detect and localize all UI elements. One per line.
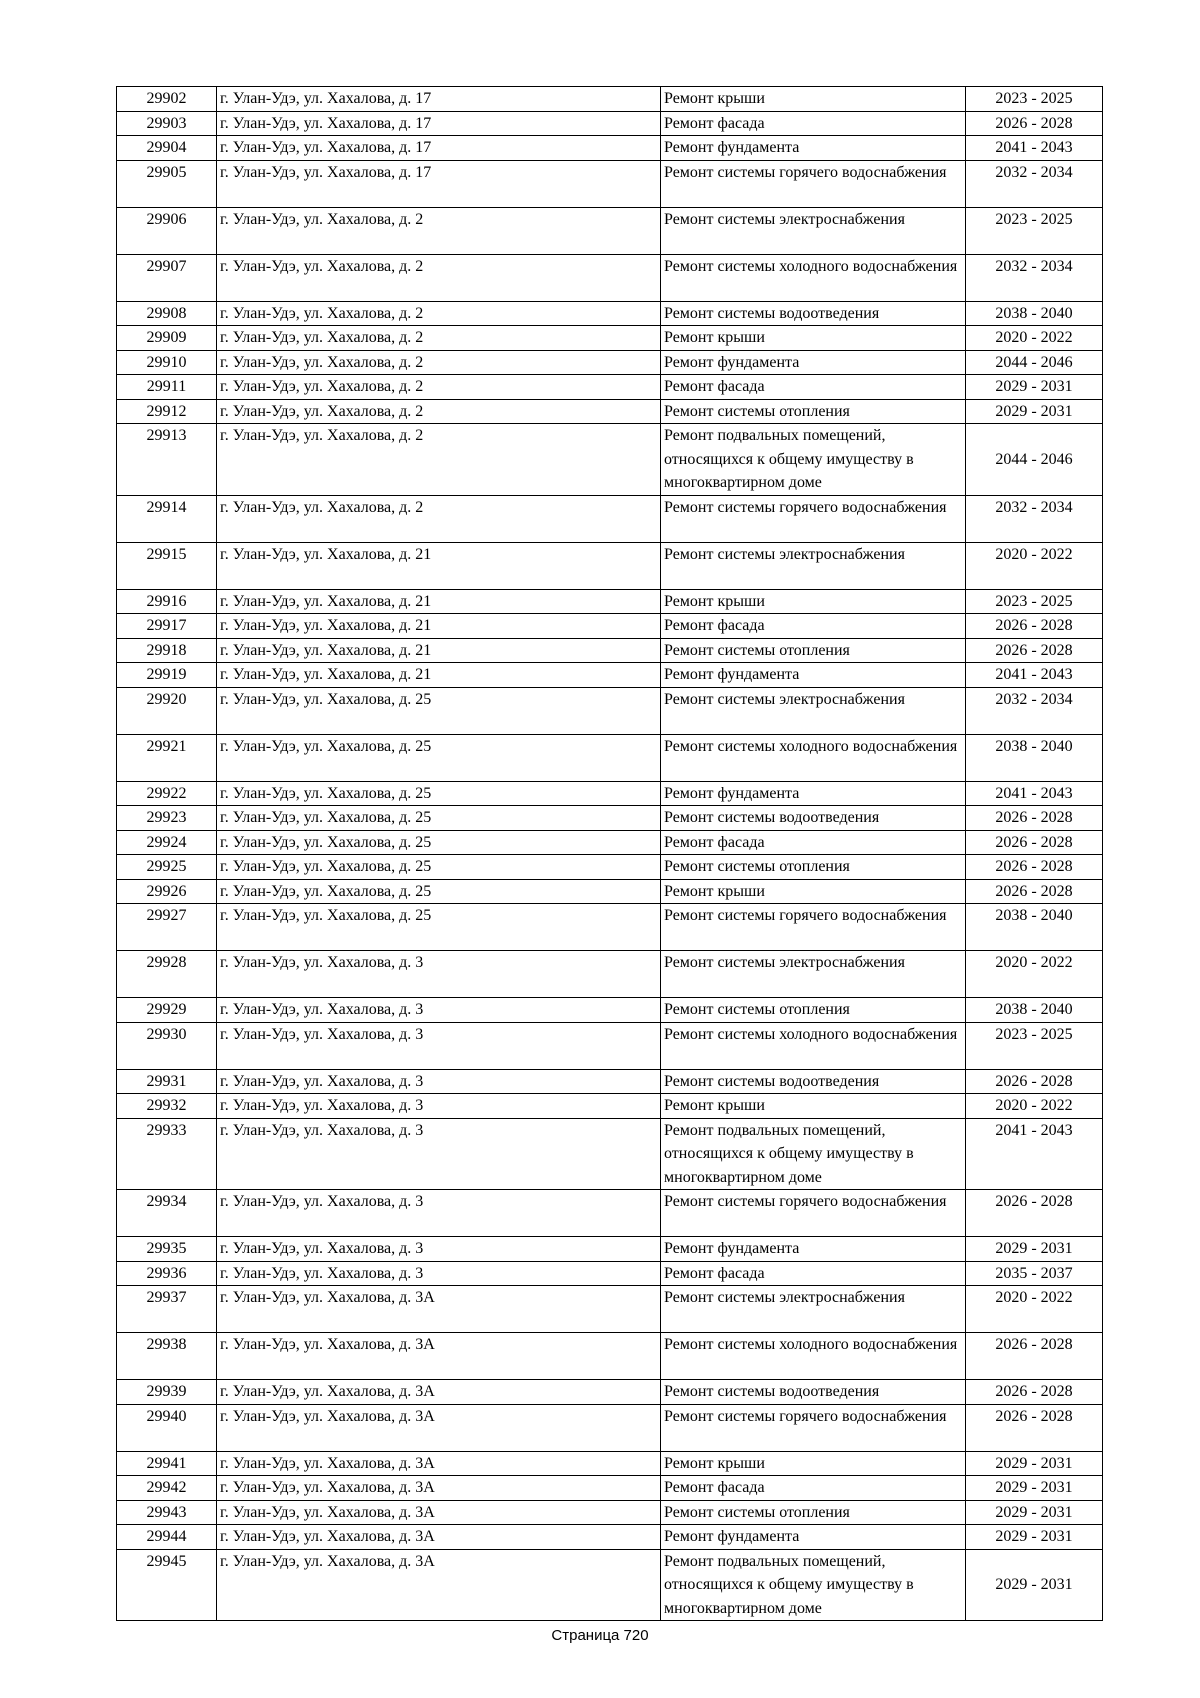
row-number-cell: 29929 bbox=[117, 998, 217, 1023]
address-cell: г. Улан-Удэ, ул. Хахалова, д. 3 bbox=[217, 1094, 661, 1119]
row-number-cell: 29924 bbox=[117, 830, 217, 855]
period-cell: 2038 - 2040 bbox=[966, 998, 1103, 1023]
period-cell: 2029 - 2031 bbox=[966, 1500, 1103, 1525]
table-row bbox=[117, 136, 1103, 161]
row-number-cell: 29943 bbox=[117, 1500, 217, 1525]
table-row bbox=[117, 998, 1103, 1023]
address-cell: г. Улан-Удэ, ул. Хахалова, д. 2 bbox=[217, 350, 661, 375]
work-type-cell: Ремонт системы отопления bbox=[661, 1500, 966, 1525]
work-type-cell: Ремонт системы электроснабжения bbox=[661, 687, 966, 734]
period-cell: 2029 - 2031 bbox=[966, 399, 1103, 424]
row-number-cell: 29913 bbox=[117, 424, 217, 496]
address-cell: г. Улан-Удэ, ул. Хахалова, д. 3А bbox=[217, 1380, 661, 1405]
work-type-cell: Ремонт крыши bbox=[661, 879, 966, 904]
row-number-cell: 29925 bbox=[117, 855, 217, 880]
work-type-cell: Ремонт системы отопления bbox=[661, 998, 966, 1023]
work-type-cell: Ремонт системы холодного водоснабжения bbox=[661, 1333, 966, 1380]
table-row bbox=[117, 687, 1103, 734]
work-type-cell: Ремонт системы электроснабжения bbox=[661, 207, 966, 254]
row-number-cell: 29920 bbox=[117, 687, 217, 734]
row-number-cell: 29923 bbox=[117, 806, 217, 831]
address-cell: г. Улан-Удэ, ул. Хахалова, д. 2 bbox=[217, 301, 661, 326]
table-row bbox=[117, 1380, 1103, 1405]
work-type-cell: Ремонт системы водоотведения bbox=[661, 1069, 966, 1094]
table-row bbox=[117, 1118, 1103, 1190]
period-cell: 2026 - 2028 bbox=[966, 111, 1103, 136]
address-cell: г. Улан-Удэ, ул. Хахалова, д. 21 bbox=[217, 614, 661, 639]
period-cell: 2044 - 2046 bbox=[966, 424, 1103, 496]
row-number-cell: 29912 bbox=[117, 399, 217, 424]
row-number-cell: 29931 bbox=[117, 1069, 217, 1094]
table-row bbox=[117, 663, 1103, 688]
work-type-cell: Ремонт крыши bbox=[661, 589, 966, 614]
address-cell: г. Улан-Удэ, ул. Хахалова, д. 17 bbox=[217, 111, 661, 136]
address-cell: г. Улан-Удэ, ул. Хахалова, д. 25 bbox=[217, 781, 661, 806]
address-cell: г. Улан-Удэ, ул. Хахалова, д. 21 bbox=[217, 638, 661, 663]
period-cell: 2020 - 2022 bbox=[966, 951, 1103, 998]
period-cell: 2032 - 2034 bbox=[966, 254, 1103, 301]
address-cell: г. Улан-Удэ, ул. Хахалова, д. 3А bbox=[217, 1500, 661, 1525]
table-row bbox=[117, 1500, 1103, 1525]
table-row bbox=[117, 1549, 1103, 1621]
work-type-cell: Ремонт системы холодного водоснабжения bbox=[661, 254, 966, 301]
address-cell: г. Улан-Удэ, ул. Хахалова, д. 21 bbox=[217, 542, 661, 589]
address-cell: г. Улан-Удэ, ул. Хахалова, д. 3А bbox=[217, 1451, 661, 1476]
address-cell: г. Улан-Удэ, ул. Хахалова, д. 3 bbox=[217, 951, 661, 998]
row-number-cell: 29915 bbox=[117, 542, 217, 589]
table-row bbox=[117, 254, 1103, 301]
period-cell: 2044 - 2046 bbox=[966, 350, 1103, 375]
address-cell: г. Улан-Удэ, ул. Хахалова, д. 25 bbox=[217, 879, 661, 904]
address-cell: г. Улан-Удэ, ул. Хахалова, д. 3 bbox=[217, 998, 661, 1023]
address-cell: г. Улан-Удэ, ул. Хахалова, д. 25 bbox=[217, 830, 661, 855]
period-cell: 2026 - 2028 bbox=[966, 830, 1103, 855]
address-cell: г. Улан-Удэ, ул. Хахалова, д. 2 bbox=[217, 254, 661, 301]
table-row bbox=[117, 1190, 1103, 1237]
row-number-cell: 29909 bbox=[117, 326, 217, 351]
page-footer bbox=[0, 1627, 1200, 1644]
period-cell: 2038 - 2040 bbox=[966, 904, 1103, 951]
row-number-cell: 29932 bbox=[117, 1094, 217, 1119]
period-cell: 2032 - 2034 bbox=[966, 495, 1103, 542]
table-row bbox=[117, 399, 1103, 424]
address-cell: г. Улан-Удэ, ул. Хахалова, д. 25 bbox=[217, 687, 661, 734]
period-cell: 2038 - 2040 bbox=[966, 734, 1103, 781]
period-cell: 2020 - 2022 bbox=[966, 1094, 1103, 1119]
table-row bbox=[117, 830, 1103, 855]
row-number-cell: 29918 bbox=[117, 638, 217, 663]
address-cell: г. Улан-Удэ, ул. Хахалова, д. 3 bbox=[217, 1118, 661, 1190]
work-type-cell: Ремонт системы отопления bbox=[661, 399, 966, 424]
work-type-cell: Ремонт системы электроснабжения bbox=[661, 1286, 966, 1333]
work-type-cell: Ремонт крыши bbox=[661, 326, 966, 351]
period-cell: 2032 - 2034 bbox=[966, 160, 1103, 207]
table-row bbox=[117, 326, 1103, 351]
address-cell: г. Улан-Удэ, ул. Хахалова, д. 25 bbox=[217, 855, 661, 880]
table-row bbox=[117, 638, 1103, 663]
period-cell: 2041 - 2043 bbox=[966, 663, 1103, 688]
work-type-cell: Ремонт фундамента bbox=[661, 781, 966, 806]
work-type-cell: Ремонт системы горячего водоснабжения bbox=[661, 1190, 966, 1237]
table-row bbox=[117, 806, 1103, 831]
row-number-cell: 29902 bbox=[117, 87, 217, 112]
period-cell: 2029 - 2031 bbox=[966, 1476, 1103, 1501]
table-row bbox=[117, 1237, 1103, 1262]
table-row bbox=[117, 1069, 1103, 1094]
period-cell: 2026 - 2028 bbox=[966, 1333, 1103, 1380]
period-cell: 2026 - 2028 bbox=[966, 638, 1103, 663]
work-type-cell: Ремонт фундамента bbox=[661, 350, 966, 375]
table-row bbox=[117, 301, 1103, 326]
work-type-cell: Ремонт подвальных помещений, относящихся к общему имуществу в многоквартирном доме bbox=[661, 424, 966, 496]
period-cell: 2023 - 2025 bbox=[966, 87, 1103, 112]
row-number-cell: 29937 bbox=[117, 1286, 217, 1333]
period-cell: 2020 - 2022 bbox=[966, 326, 1103, 351]
period-cell: 2041 - 2043 bbox=[966, 781, 1103, 806]
work-type-cell: Ремонт системы горячего водоснабжения bbox=[661, 495, 966, 542]
address-cell: г. Улан-Удэ, ул. Хахалова, д. 17 bbox=[217, 160, 661, 207]
period-cell: 2035 - 2037 bbox=[966, 1261, 1103, 1286]
row-number-cell: 29919 bbox=[117, 663, 217, 688]
work-type-cell: Ремонт фасада bbox=[661, 111, 966, 136]
row-number-cell: 29922 bbox=[117, 781, 217, 806]
address-cell: г. Улан-Удэ, ул. Хахалова, д. 21 bbox=[217, 663, 661, 688]
row-number-cell: 29921 bbox=[117, 734, 217, 781]
work-type-cell: Ремонт фасада bbox=[661, 1261, 966, 1286]
work-type-cell: Ремонт системы горячего водоснабжения bbox=[661, 1404, 966, 1451]
table-row bbox=[117, 734, 1103, 781]
row-number-cell: 29938 bbox=[117, 1333, 217, 1380]
work-type-cell: Ремонт фундамента bbox=[661, 663, 966, 688]
row-number-cell: 29905 bbox=[117, 160, 217, 207]
work-type-cell: Ремонт системы водоотведения bbox=[661, 806, 966, 831]
work-type-cell: Ремонт системы холодного водоснабжения bbox=[661, 734, 966, 781]
table-row bbox=[117, 495, 1103, 542]
row-number-cell: 29906 bbox=[117, 207, 217, 254]
work-type-cell: Ремонт подвальных помещений, относящихся к общему имуществу в многоквартирном доме bbox=[661, 1549, 966, 1621]
work-type-cell: Ремонт системы горячего водоснабжения bbox=[661, 160, 966, 207]
row-number-cell: 29944 bbox=[117, 1525, 217, 1550]
address-cell: г. Улан-Удэ, ул. Хахалова, д. 25 bbox=[217, 904, 661, 951]
period-cell: 2023 - 2025 bbox=[966, 1022, 1103, 1069]
period-cell: 2023 - 2025 bbox=[966, 589, 1103, 614]
period-cell: 2029 - 2031 bbox=[966, 1525, 1103, 1550]
work-type-cell: Ремонт системы отопления bbox=[661, 855, 966, 880]
work-type-cell: Ремонт фасада bbox=[661, 614, 966, 639]
address-cell: г. Улан-Удэ, ул. Хахалова, д. 3А bbox=[217, 1476, 661, 1501]
table-row bbox=[117, 87, 1103, 112]
table-row bbox=[117, 375, 1103, 400]
table-row bbox=[117, 160, 1103, 207]
address-cell: г. Улан-Удэ, ул. Хахалова, д. 2 bbox=[217, 326, 661, 351]
table-row bbox=[117, 350, 1103, 375]
work-type-cell: Ремонт фундамента bbox=[661, 1525, 966, 1550]
period-cell: 2032 - 2034 bbox=[966, 687, 1103, 734]
row-number-cell: 29908 bbox=[117, 301, 217, 326]
table-row bbox=[117, 879, 1103, 904]
table-row bbox=[117, 1094, 1103, 1119]
address-cell: г. Улан-Удэ, ул. Хахалова, д. 3А bbox=[217, 1549, 661, 1621]
work-type-cell: Ремонт фасада bbox=[661, 375, 966, 400]
row-number-cell: 29904 bbox=[117, 136, 217, 161]
period-cell: 2026 - 2028 bbox=[966, 855, 1103, 880]
address-cell: г. Улан-Удэ, ул. Хахалова, д. 2 bbox=[217, 495, 661, 542]
table-row bbox=[117, 589, 1103, 614]
work-type-cell: Ремонт фундамента bbox=[661, 136, 966, 161]
row-number-cell: 29930 bbox=[117, 1022, 217, 1069]
row-number-cell: 29910 bbox=[117, 350, 217, 375]
repair-schedule-table bbox=[116, 86, 1103, 1621]
work-type-cell: Ремонт крыши bbox=[661, 87, 966, 112]
address-cell: г. Улан-Удэ, ул. Хахалова, д. 3 bbox=[217, 1022, 661, 1069]
row-number-cell: 29917 bbox=[117, 614, 217, 639]
table-row bbox=[117, 111, 1103, 136]
table-row bbox=[117, 951, 1103, 998]
table-row bbox=[117, 1476, 1103, 1501]
row-number-cell: 29935 bbox=[117, 1237, 217, 1262]
period-cell: 2041 - 2043 bbox=[966, 136, 1103, 161]
row-number-cell: 29941 bbox=[117, 1451, 217, 1476]
period-cell: 2029 - 2031 bbox=[966, 1549, 1103, 1621]
row-number-cell: 29927 bbox=[117, 904, 217, 951]
address-cell: г. Улан-Удэ, ул. Хахалова, д. 2 bbox=[217, 375, 661, 400]
address-cell: г. Улан-Удэ, ул. Хахалова, д. 3 bbox=[217, 1069, 661, 1094]
table-row bbox=[117, 1404, 1103, 1451]
period-cell: 2020 - 2022 bbox=[966, 542, 1103, 589]
period-cell: 2026 - 2028 bbox=[966, 806, 1103, 831]
work-type-cell: Ремонт системы горячего водоснабжения bbox=[661, 904, 966, 951]
period-cell: 2029 - 2031 bbox=[966, 1237, 1103, 1262]
address-cell: г. Улан-Удэ, ул. Хахалова, д. 17 bbox=[217, 87, 661, 112]
row-number-cell: 29939 bbox=[117, 1380, 217, 1405]
address-cell: г. Улан-Удэ, ул. Хахалова, д. 25 bbox=[217, 806, 661, 831]
table-row bbox=[117, 1451, 1103, 1476]
table-body bbox=[117, 87, 1103, 1621]
table-row bbox=[117, 781, 1103, 806]
row-number-cell: 29914 bbox=[117, 495, 217, 542]
address-cell: г. Улан-Удэ, ул. Хахалова, д. 17 bbox=[217, 136, 661, 161]
row-number-cell: 29903 bbox=[117, 111, 217, 136]
period-cell: 2026 - 2028 bbox=[966, 614, 1103, 639]
row-number-cell: 29940 bbox=[117, 1404, 217, 1451]
period-cell: 2026 - 2028 bbox=[966, 879, 1103, 904]
work-type-cell: Ремонт системы электроснабжения bbox=[661, 542, 966, 589]
period-cell: 2029 - 2031 bbox=[966, 375, 1103, 400]
address-cell: г. Улан-Удэ, ул. Хахалова, д. 25 bbox=[217, 734, 661, 781]
row-number-cell: 29945 bbox=[117, 1549, 217, 1621]
period-cell: 2029 - 2031 bbox=[966, 1451, 1103, 1476]
row-number-cell: 29911 bbox=[117, 375, 217, 400]
table-row bbox=[117, 542, 1103, 589]
address-cell: г. Улан-Удэ, ул. Хахалова, д. 2 bbox=[217, 399, 661, 424]
address-cell: г. Улан-Удэ, ул. Хахалова, д. 2 bbox=[217, 207, 661, 254]
work-type-cell: Ремонт системы водоотведения bbox=[661, 1380, 966, 1405]
period-cell: 2023 - 2025 bbox=[966, 207, 1103, 254]
table-row bbox=[117, 1286, 1103, 1333]
work-type-cell: Ремонт системы отопления bbox=[661, 638, 966, 663]
address-cell: г. Улан-Удэ, ул. Хахалова, д. 3 bbox=[217, 1190, 661, 1237]
period-cell: 2026 - 2028 bbox=[966, 1190, 1103, 1237]
row-number-cell: 29934 bbox=[117, 1190, 217, 1237]
work-type-cell: Ремонт фундамента bbox=[661, 1237, 966, 1262]
row-number-cell: 29926 bbox=[117, 879, 217, 904]
period-cell: 2026 - 2028 bbox=[966, 1380, 1103, 1405]
work-type-cell: Ремонт фасада bbox=[661, 830, 966, 855]
address-cell: г. Улан-Удэ, ул. Хахалова, д. 3 bbox=[217, 1261, 661, 1286]
table-row bbox=[117, 424, 1103, 496]
table-row bbox=[117, 614, 1103, 639]
table-row bbox=[117, 904, 1103, 951]
work-type-cell: Ремонт системы водоотведения bbox=[661, 301, 966, 326]
address-cell: г. Улан-Удэ, ул. Хахалова, д. 3А bbox=[217, 1404, 661, 1451]
row-number-cell: 29907 bbox=[117, 254, 217, 301]
period-cell: 2041 - 2043 bbox=[966, 1118, 1103, 1190]
row-number-cell: 29916 bbox=[117, 589, 217, 614]
address-cell: г. Улан-Удэ, ул. Хахалова, д. 21 bbox=[217, 589, 661, 614]
period-cell: 2020 - 2022 bbox=[966, 1286, 1103, 1333]
page-number: Страница 720 bbox=[551, 1627, 649, 1644]
table-row bbox=[117, 1333, 1103, 1380]
work-type-cell: Ремонт системы электроснабжения bbox=[661, 951, 966, 998]
table-row bbox=[117, 1525, 1103, 1550]
address-cell: г. Улан-Удэ, ул. Хахалова, д. 3А bbox=[217, 1333, 661, 1380]
work-type-cell: Ремонт крыши bbox=[661, 1451, 966, 1476]
work-type-cell: Ремонт подвальных помещений, относящихся к общему имуществу в многоквартирном доме bbox=[661, 1118, 966, 1190]
table-row bbox=[117, 207, 1103, 254]
row-number-cell: 29928 bbox=[117, 951, 217, 998]
address-cell: г. Улан-Удэ, ул. Хахалова, д. 3А bbox=[217, 1525, 661, 1550]
work-type-cell: Ремонт крыши bbox=[661, 1094, 966, 1119]
period-cell: 2026 - 2028 bbox=[966, 1404, 1103, 1451]
table-row bbox=[117, 1022, 1103, 1069]
row-number-cell: 29936 bbox=[117, 1261, 217, 1286]
period-cell: 2038 - 2040 bbox=[966, 301, 1103, 326]
row-number-cell: 29933 bbox=[117, 1118, 217, 1190]
table-row bbox=[117, 855, 1103, 880]
table-row bbox=[117, 1261, 1103, 1286]
work-type-cell: Ремонт системы холодного водоснабжения bbox=[661, 1022, 966, 1069]
address-cell: г. Улан-Удэ, ул. Хахалова, д. 3 bbox=[217, 1237, 661, 1262]
row-number-cell: 29942 bbox=[117, 1476, 217, 1501]
address-cell: г. Улан-Удэ, ул. Хахалова, д. 2 bbox=[217, 424, 661, 496]
work-type-cell: Ремонт фасада bbox=[661, 1476, 966, 1501]
period-cell: 2026 - 2028 bbox=[966, 1069, 1103, 1094]
address-cell: г. Улан-Удэ, ул. Хахалова, д. 3А bbox=[217, 1286, 661, 1333]
